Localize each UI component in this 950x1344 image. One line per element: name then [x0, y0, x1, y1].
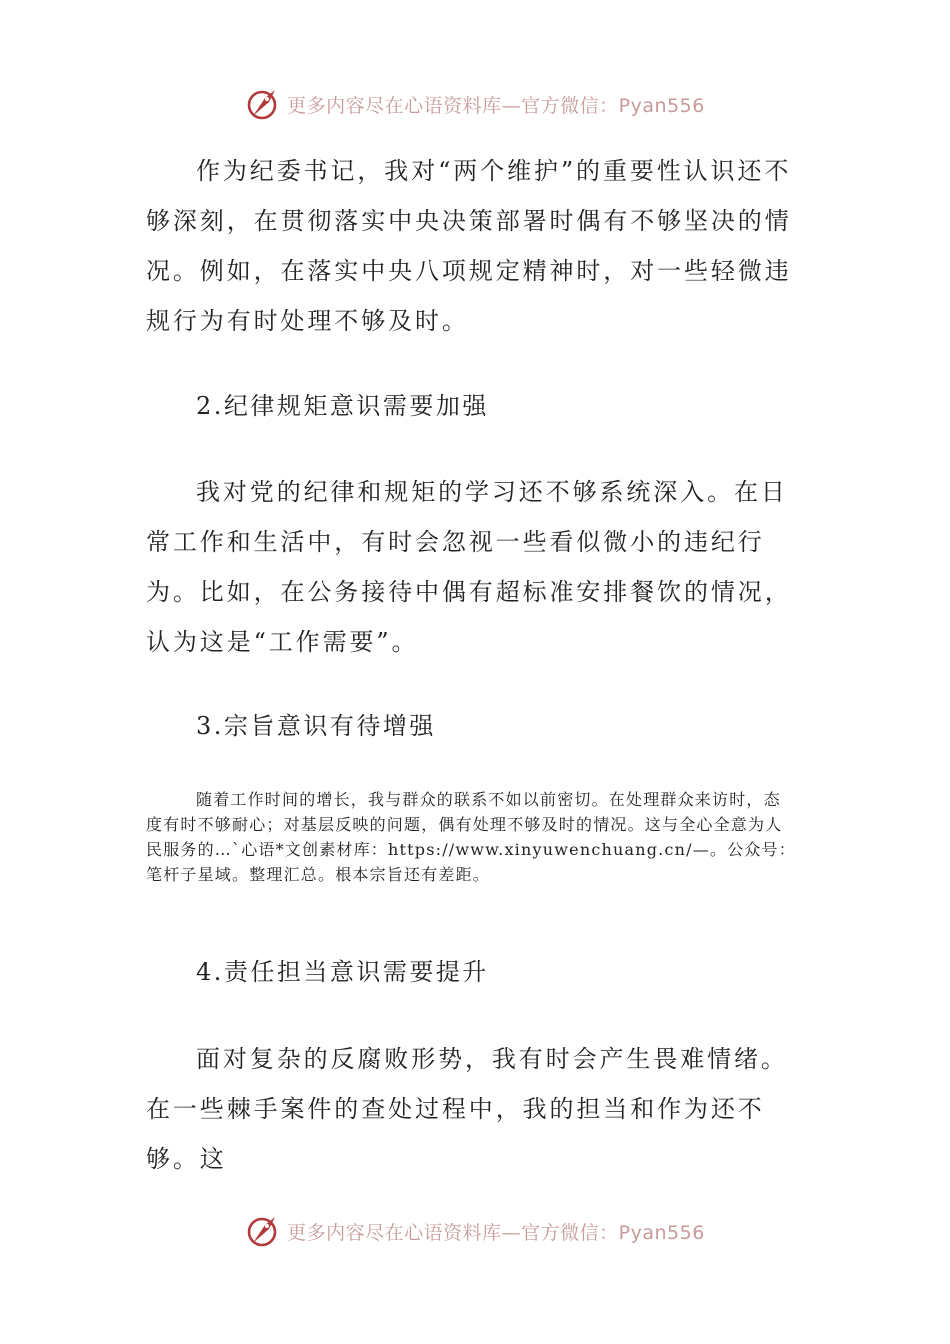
- paragraph-3: 随着工作时间的增长，我与群众的联系不如以前密切。在处理群众来访时，态度有时不够耐心；对基层反映的问题，偶有处理不够及时的情况。这与全心全意为人民服务的…`心语*文创素材库：https://www.xinyuwenchuang.cn/—。公众号：笔杆子星域。整理汇总。根本宗旨还有差距。: [146, 790, 796, 884]
- banner-text-en: Pyan556: [618, 1221, 705, 1244]
- heading-4: 4.责任担当意识需要提升: [196, 958, 489, 986]
- banner-text: [287, 91, 705, 118]
- heading-2: 2.纪律规矩意识需要加强: [196, 392, 489, 420]
- paragraph-4: 面对复杂的反腐败形势，我有时会产生畏难情绪。在一些棘手案件的查处过程中，我的担当和作为还不够。这: [146, 1045, 788, 1173]
- paragraph-2: 我对党的纪律和规矩的学习还不够系统深入。在日常工作和生活中，有时会忽视一些看似微小的违纪行为。比如，在公务接待中偶有超标准安排餐饮的情况，认为这是“工作需要”。: [146, 478, 792, 656]
- banner-text-cn: 更多内容尽在心语资料库—官方微信：: [287, 94, 619, 117]
- banner-text-cn: 更多内容尽在心语资料库—官方微信：: [287, 1221, 619, 1244]
- header-watermark-banner: [0, 84, 950, 124]
- heading-3: 3.宗旨意识有待增强: [196, 712, 436, 740]
- footer-watermark-banner: [0, 1211, 950, 1251]
- banner-text: [287, 1218, 705, 1245]
- pen-nib-logo-icon: [245, 86, 281, 122]
- banner-text-en: Pyan556: [618, 94, 705, 117]
- paragraph-1: 作为纪委书记，我对“两个维护”的重要性认识还不够深刻，在贯彻落实中央决策部署时偶有不够坚决的情况。例如，在落实中央八项规定精神时，对一些轻微违规行为有时处理不够及时。: [146, 157, 792, 335]
- pen-nib-logo-icon: [245, 1213, 281, 1249]
